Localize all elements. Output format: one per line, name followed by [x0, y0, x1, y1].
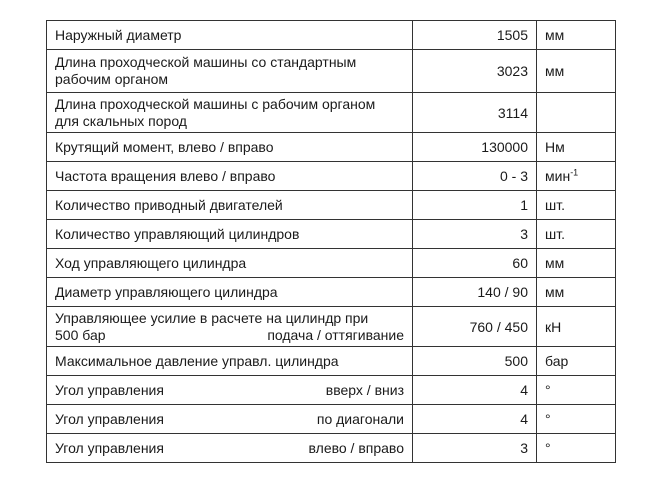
table-row — [47, 220, 616, 249]
param-line-2-right: подача / оттягивание — [267, 326, 404, 343]
param-label: Угол управления — [55, 411, 164, 427]
param-line-2 — [55, 327, 404, 344]
table-row — [47, 307, 616, 347]
unit-cell — [537, 93, 616, 133]
unit-cell: бар — [537, 347, 616, 376]
param-cell — [47, 376, 413, 405]
table-row — [47, 93, 616, 133]
table-row — [47, 405, 616, 434]
param-line-1: Управляющее усилие в расчете на цилиндр при — [55, 309, 369, 326]
param-cell: Количество управляющий цилиндров — [47, 220, 413, 249]
param-line-2: для скальных пород — [55, 112, 187, 129]
value-cell: 760 / 450 — [413, 307, 537, 347]
value-cell: 130000 — [413, 133, 537, 162]
param-line-1: Длина проходческой машины с рабочим органом — [55, 95, 376, 112]
table-row — [47, 191, 616, 220]
value-cell: 0 - 3 — [413, 162, 537, 191]
param-line-1: Длина проходческой машины со стандартным — [55, 54, 357, 70]
value-cell: 60 — [413, 249, 537, 278]
unit-text: мин — [545, 168, 571, 184]
param-label: Угол управления — [55, 382, 164, 398]
table-row — [47, 133, 616, 162]
param-cell: Диаметр управляющего цилиндра — [47, 278, 413, 307]
param-cell — [47, 93, 413, 133]
value-cell: 500 — [413, 347, 537, 376]
param-cell — [47, 405, 413, 434]
unit-cell: мм — [537, 278, 616, 307]
unit-cell: шт. — [537, 191, 616, 220]
param-qualifier: влево / вправо — [308, 440, 404, 456]
param-line-2-left: 500 бар — [55, 326, 106, 343]
spec-table — [46, 20, 616, 463]
param-cell: Частота вращения влево / вправо — [47, 162, 413, 191]
value-cell: 140 / 90 — [413, 278, 537, 307]
unit-cell: Нм — [537, 133, 616, 162]
value-cell: 3023 — [413, 50, 537, 93]
param-line-2: рабочим органом — [55, 71, 168, 87]
param-cell: Крутящий момент, влево / вправо — [47, 133, 413, 162]
unit-cell: кН — [537, 307, 616, 347]
param-cell — [47, 50, 413, 93]
param-cell — [47, 307, 413, 347]
table-row — [47, 162, 616, 191]
value-cell: 3 — [413, 434, 537, 463]
unit-cell: мм — [537, 249, 616, 278]
value-cell: 1 — [413, 191, 537, 220]
unit-cell: ° — [537, 376, 616, 405]
value-cell: 4 — [413, 376, 537, 405]
param-qualifier: по диагонали — [316, 411, 404, 427]
value-cell: 1505 — [413, 21, 537, 50]
unit-cell: мм — [537, 50, 616, 93]
param-label: Угол управления — [55, 440, 164, 456]
unit-cell: шт. — [537, 220, 616, 249]
unit-exponent: -1 — [570, 167, 579, 178]
unit-cell: мм — [537, 21, 616, 50]
unit-cell — [537, 162, 616, 191]
table-row — [47, 50, 616, 93]
value-cell: 3 — [413, 220, 537, 249]
table-row — [47, 249, 616, 278]
param-cell: Ход управляющего цилиндра — [47, 249, 413, 278]
param-cell: Количество приводный двигателей — [47, 191, 413, 220]
value-cell: 3114 — [413, 93, 537, 133]
table-row — [47, 376, 616, 405]
table-row — [47, 278, 616, 307]
unit-cell: ° — [537, 434, 616, 463]
table-row — [47, 434, 616, 463]
param-qualifier: вверх / вниз — [325, 382, 404, 398]
table-row — [47, 21, 616, 50]
unit-cell: ° — [537, 405, 616, 434]
param-cell — [47, 434, 413, 463]
param-cell: Максимальное давление управл. цилиндра — [47, 347, 413, 376]
param-cell: Наружный диаметр — [47, 21, 413, 50]
table-row — [47, 347, 616, 376]
value-cell: 4 — [413, 405, 537, 434]
